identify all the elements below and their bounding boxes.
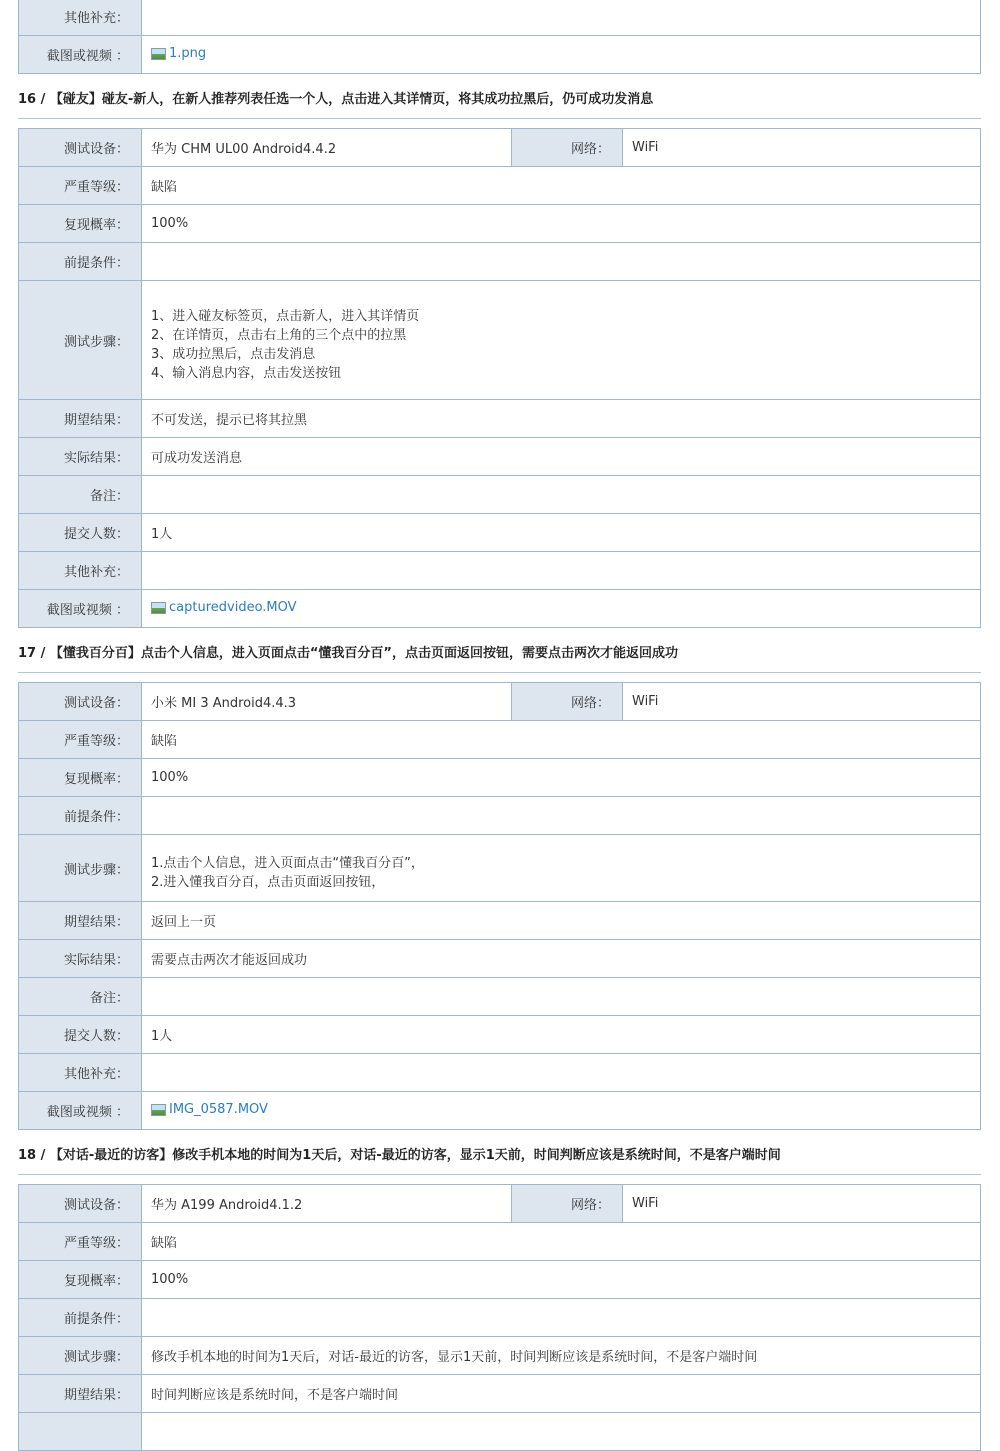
value-severity: 缺陷 — [142, 721, 981, 759]
label-repro-rate: 复现概率： — [19, 1261, 142, 1299]
row-expected — [19, 902, 981, 940]
value-repro-rate: 100% — [142, 1261, 981, 1299]
value-expected: 返回上一页 — [142, 902, 981, 940]
row-expected — [19, 400, 981, 438]
value-repro-rate: 100% — [142, 205, 981, 243]
row-steps — [19, 281, 981, 400]
row-actual — [19, 1413, 981, 1451]
label-network: 网络： — [512, 1185, 623, 1223]
value-note — [142, 476, 981, 514]
row-actual — [19, 940, 981, 978]
value-severity: 缺陷 — [142, 167, 981, 205]
value-actual — [142, 1413, 981, 1451]
label-network: 网络： — [512, 683, 623, 721]
label-attachment: 截图或视频 ： — [19, 590, 142, 628]
value-precondition — [142, 243, 981, 281]
step-line: 1.点击个人信息，进入页面点击“懂我百分百”， — [151, 855, 424, 871]
value-expected: 不可发送，提示已将其拉黑 — [142, 400, 981, 438]
value-other — [142, 552, 981, 590]
attachment-filename: 1.png — [169, 45, 207, 61]
value-repro-rate: 100% — [142, 759, 981, 797]
value-precondition — [142, 797, 981, 835]
label-network: 网络： — [512, 129, 623, 167]
bug-table-17 — [18, 682, 981, 1130]
row-steps — [19, 835, 981, 902]
label-device: 测试设备： — [19, 1185, 142, 1223]
row-device — [19, 129, 981, 167]
label-submitters: 提交人数： — [19, 1016, 142, 1054]
label-actual — [19, 1413, 142, 1451]
label-actual: 实际结果： — [19, 940, 142, 978]
value-steps — [142, 281, 981, 400]
label-attachment: 截图或视频 ： — [19, 36, 142, 74]
value-network: WiFi — [623, 1185, 981, 1223]
bug-title: 17 / 【懂我百分百】点击个人信息，进入页面点击“懂我百分百”，点击页面返回按钮，需要点击两次才能返回成功 — [18, 636, 981, 673]
label-other: 其他补充： — [19, 0, 142, 36]
value-steps: 修改手机本地的时间为1天后，对话-最近的访客，显示1天前，时间判断应该是系统时间，不是客户端时间 — [142, 1337, 981, 1375]
label-device: 测试设备： — [19, 683, 142, 721]
bug-title: 18 / 【对话-最近的访客】修改手机本地的时间为1天后，对话-最近的访客，显示1天前，时间判断应该是系统时间，不是客户端时间 — [18, 1138, 981, 1175]
row-attachment — [19, 1092, 981, 1130]
value-network: WiFi — [623, 683, 981, 721]
row-attachment — [19, 590, 981, 628]
label-device: 测试设备： — [19, 129, 142, 167]
value-other — [142, 0, 981, 36]
attachment-link[interactable] — [151, 1102, 268, 1117]
value-actual: 可成功发送消息 — [142, 438, 981, 476]
bug-table-15-tail — [18, 0, 981, 74]
row-submitters — [19, 1016, 981, 1054]
row-note — [19, 476, 981, 514]
value-steps — [142, 835, 981, 902]
label-expected: 期望结果： — [19, 1375, 142, 1413]
image-file-icon — [151, 602, 166, 614]
label-actual: 实际结果： — [19, 438, 142, 476]
step-line: 2、在详情页，点击右上角的三个点中的拉黑 — [151, 328, 407, 343]
label-other: 其他补充： — [19, 552, 142, 590]
bug-table-18 — [18, 1184, 981, 1451]
row-precondition — [19, 243, 981, 281]
label-expected: 期望结果： — [19, 400, 142, 438]
image-file-icon — [151, 1104, 166, 1116]
value-submitters: 1人 — [142, 1016, 981, 1054]
row-expected — [19, 1375, 981, 1413]
row-steps — [19, 1337, 981, 1375]
value-network: WiFi — [623, 129, 981, 167]
value-severity: 缺陷 — [142, 1223, 981, 1261]
label-attachment: 截图或视频 ： — [19, 1092, 142, 1130]
row-device — [19, 1185, 981, 1223]
label-note: 备注： — [19, 476, 142, 514]
attachment-link[interactable] — [151, 600, 297, 615]
label-submitters: 提交人数： — [19, 514, 142, 552]
row-precondition — [19, 797, 981, 835]
label-expected: 期望结果： — [19, 902, 142, 940]
value-device: 华为 CHM UL00 Android4.4.2 — [142, 129, 512, 167]
value-precondition — [142, 1299, 981, 1337]
row-repro-rate — [19, 205, 981, 243]
value-actual: 需要点击两次才能返回成功 — [142, 940, 981, 978]
bug-title: 16 / 【碰友】碰友-新人，在新人推荐列表任选一个人，点击进入其详情页，将其成功拉黑后，仍可成功发消息 — [18, 82, 981, 119]
step-line: 2.进入懂我百分百，点击页面返回按钮， — [151, 874, 385, 890]
row-severity — [19, 1223, 981, 1261]
row-repro-rate — [19, 759, 981, 797]
attachment-filename: capturedvideo.MOV — [169, 599, 297, 615]
row-submitters — [19, 514, 981, 552]
image-file-icon — [151, 48, 166, 60]
row-attachment — [19, 36, 981, 74]
label-precondition: 前提条件： — [19, 797, 142, 835]
label-severity: 严重等级： — [19, 167, 142, 205]
attachment-filename: IMG_0587.MOV — [169, 1101, 268, 1117]
label-severity: 严重等级： — [19, 1223, 142, 1261]
row-device — [19, 683, 981, 721]
label-steps: 测试步骤： — [19, 1337, 142, 1375]
bug-table-16 — [18, 128, 981, 628]
label-other: 其他补充： — [19, 1054, 142, 1092]
label-repro-rate: 复现概率： — [19, 759, 142, 797]
row-precondition — [19, 1299, 981, 1337]
attachment-link[interactable] — [151, 46, 206, 61]
row-actual — [19, 438, 981, 476]
row-other — [19, 552, 981, 590]
row-severity — [19, 167, 981, 205]
label-steps: 测试步骤： — [19, 835, 142, 902]
row-severity — [19, 721, 981, 759]
value-note — [142, 978, 981, 1016]
value-other — [142, 1054, 981, 1092]
value-device: 华为 A199 Android4.1.2 — [142, 1185, 512, 1223]
label-steps: 测试步骤： — [19, 281, 142, 400]
label-severity: 严重等级： — [19, 721, 142, 759]
row-other — [19, 0, 981, 36]
row-other — [19, 1054, 981, 1092]
row-repro-rate — [19, 1261, 981, 1299]
step-line: 3、成功拉黑后，点击发消息 — [151, 347, 316, 362]
step-line: 1、进入碰友标签页，点击新人，进入其详情页 — [151, 309, 420, 324]
label-precondition: 前提条件： — [19, 1299, 142, 1337]
value-submitters: 1人 — [142, 514, 981, 552]
value-expected: 时间判断应该是系统时间，不是客户端时间 — [142, 1375, 981, 1413]
label-repro-rate: 复现概率： — [19, 205, 142, 243]
label-precondition: 前提条件： — [19, 243, 142, 281]
step-line: 4、输入消息内容，点击发送按钮 — [151, 366, 342, 381]
value-device: 小米 MI 3 Android4.4.3 — [142, 683, 512, 721]
row-note — [19, 978, 981, 1016]
label-note: 备注： — [19, 978, 142, 1016]
